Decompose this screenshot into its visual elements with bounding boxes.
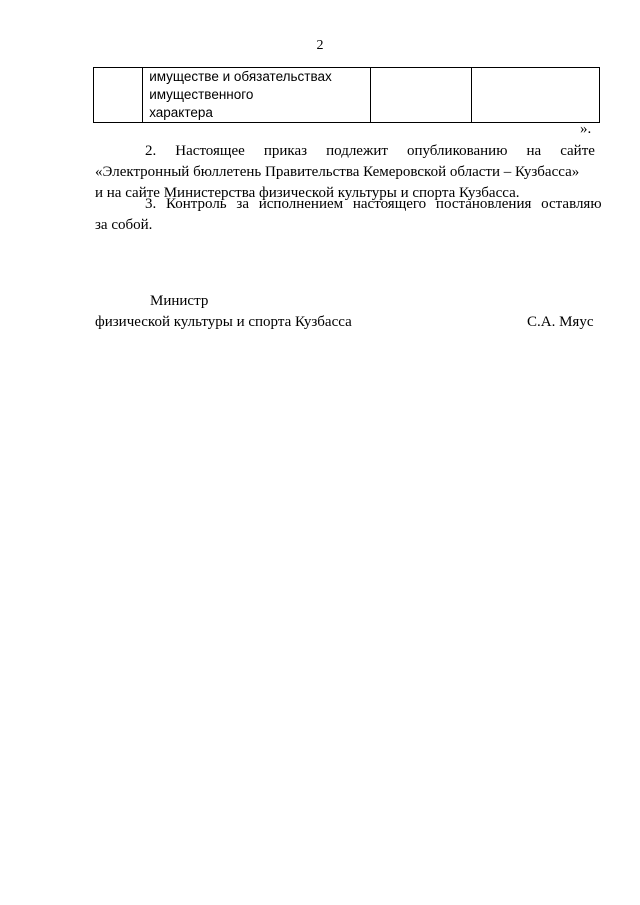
table-cell-empty: [472, 68, 600, 123]
signatory-name: С.А. Мяус: [527, 314, 594, 330]
paragraph-line: и на сайте Министерства физической культуры и спорта Кузбасса.: [95, 185, 520, 201]
paragraph-line: «Электронный бюллетень Правительства Кемеровской области – Кузбасса»: [95, 164, 580, 180]
table-cell-line: характера: [149, 105, 213, 120]
word: приказ: [263, 143, 308, 159]
table-cell-number: [94, 68, 143, 123]
table-cell-line: имущественного: [149, 87, 254, 102]
table-cell-line: имуществе и обязательствах: [149, 69, 332, 84]
word: 2.: [145, 143, 157, 159]
word: Настоящее: [175, 143, 245, 159]
table-cell-description: [143, 68, 371, 123]
word: подлежит: [326, 143, 388, 159]
paragraph-3: [95, 194, 602, 236]
signatory-title: Министр: [150, 293, 209, 309]
signatory-department: физической культуры и спорта Кузбасса: [95, 314, 352, 330]
word: сайте: [560, 143, 595, 159]
paragraph-line: [95, 141, 595, 162]
word: опубликованию: [406, 143, 508, 159]
document-table: [93, 67, 600, 123]
paragraph-line: за собой.: [95, 217, 153, 233]
table-row: [94, 68, 600, 123]
word: на: [526, 143, 542, 159]
closing-quote: ».: [580, 121, 592, 137]
page-number: 2: [316, 38, 324, 53]
table-cell-empty: [371, 68, 472, 123]
paragraph-line: 3. Контроль за исполнением настоящего постановления оставляю: [145, 196, 602, 212]
